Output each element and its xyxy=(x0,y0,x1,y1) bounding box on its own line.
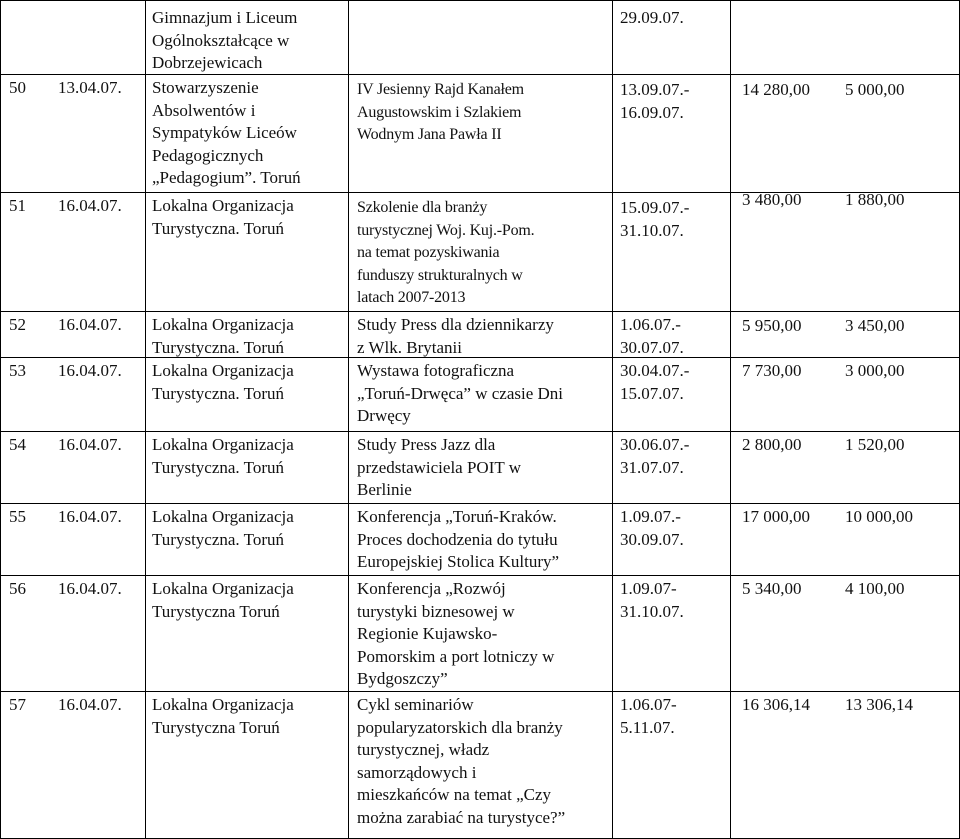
grant-amount-cell: 3 000,00 xyxy=(845,361,905,380)
table-rule-57 xyxy=(0,691,960,692)
total-cost-cell: 16 306,14 xyxy=(742,695,810,714)
grant-amount-cell: 1 520,00 xyxy=(845,435,905,454)
org-cell: Lokalna Organizacja Turystyczna. Toruń xyxy=(152,196,294,238)
grant-amount-cell: 1 880,00 xyxy=(845,190,905,209)
submission-date-cell: 13.04.07. xyxy=(58,78,122,97)
row-number-cell: 52 xyxy=(9,315,26,334)
table-rule-54 xyxy=(0,431,960,432)
org-cell: Lokalna Organizacja Turystyczna. Toruń xyxy=(152,435,294,477)
task-cell: Konferencja „Toruń-Kraków. Proces dochodzenia do tytułu Europejskiej Stolica Kultury” xyxy=(357,507,560,571)
table-rule-52 xyxy=(0,311,960,312)
date-range-cell: 1.09.07.- 30.09.07. xyxy=(620,507,684,549)
row-number-cell: 50 xyxy=(9,78,26,97)
task-cell: Study Press Jazz dla przedstawiciela POIT w Berlinie xyxy=(357,435,521,499)
task-cell: Szkolenie dla branży turystycznej Woj. Kuj.-Pom. na temat pozyskiwania funduszy strukturalnych w latach 2007-2013 xyxy=(357,199,535,306)
date-range-cell: 15.09.07.- 31.10.07. xyxy=(620,198,690,240)
date-range-cell: 29.09.07. xyxy=(620,8,684,27)
table-col-line-2 xyxy=(348,0,349,839)
submission-date-cell: 16.04.07. xyxy=(58,196,122,215)
total-cost-cell: 14 280,00 xyxy=(742,80,810,99)
submission-date-cell: 16.04.07. xyxy=(58,507,122,526)
task-cell: Study Press dla dziennikarzy z Wlk. Brytanii xyxy=(357,315,554,357)
submission-date-cell: 16.04.07. xyxy=(58,315,122,334)
submission-date-cell: 16.04.07. xyxy=(58,579,122,598)
org-cell: Lokalna Organizacja Turystyczna. Toruń xyxy=(152,507,294,549)
table-rule-50 xyxy=(0,74,960,75)
grant-amount-cell: 10 000,00 xyxy=(845,507,913,526)
grant-amount-cell: 3 450,00 xyxy=(845,316,905,335)
table-col-line-1 xyxy=(145,0,146,839)
date-range-cell: 13.09.07.- 16.09.07. xyxy=(620,80,690,122)
submission-date-cell: 16.04.07. xyxy=(58,361,122,380)
total-cost-cell: 17 000,00 xyxy=(742,507,810,526)
org-cell: Lokalna Organizacja Turystyczna Toruń xyxy=(152,579,294,621)
table-rule-55 xyxy=(0,503,960,504)
row-number-cell: 56 xyxy=(9,579,26,598)
grant-amount-cell: 5 000,00 xyxy=(845,80,905,99)
date-range-cell: 1.06.07.- 30.07.07. xyxy=(620,315,684,357)
task-cell: Konferencja „Rozwój turystyki biznesowej w Regionie Kujawsko- Pomorskim a port lotniczy w Bydgoszczy” xyxy=(357,579,555,688)
grant-amount-cell: 4 100,00 xyxy=(845,579,905,598)
submission-date-cell: 16.04.07. xyxy=(58,435,122,454)
task-cell: Wystawa fotograficzna „Toruń-Drwęca” w czasie Dni Drwęcy xyxy=(357,361,564,425)
total-cost-cell: 3 480,00 xyxy=(742,190,802,209)
table-col-line-0 xyxy=(0,0,1,839)
org-cell: Gimnazjum i Liceum Ogólnokształcące w Dobrzejewicach xyxy=(152,8,298,72)
org-cell: Stowarzyszenie Absolwentów i Sympatyków Liceów Pedagogicznych „Pedagogium”. Toruń xyxy=(152,78,301,187)
row-number-cell: 53 xyxy=(9,361,26,380)
date-range-cell: 1.09.07- 31.10.07. xyxy=(620,579,684,621)
date-range-cell: 30.04.07.- 15.07.07. xyxy=(620,361,690,403)
row-number-cell: 54 xyxy=(9,435,26,454)
total-cost-cell: 2 800,00 xyxy=(742,435,802,454)
org-cell: Lokalna Organizacja Turystyczna Toruń xyxy=(152,695,294,737)
task-cell: Cykl seminariów popularyzatorskich dla branży turystycznej, władz samorządowych i mieszkańców na temat „Czy można zarabiać na turystyce?” xyxy=(357,695,566,827)
total-cost-cell: 7 730,00 xyxy=(742,361,802,380)
row-number-cell: 55 xyxy=(9,507,26,526)
total-cost-cell: 5 950,00 xyxy=(742,316,802,335)
date-range-cell: 30.06.07.- 31.07.07. xyxy=(620,435,690,477)
row-number-cell: 51 xyxy=(9,196,26,215)
row-number-cell: 57 xyxy=(9,695,26,714)
grant-amount-cell: 13 306,14 xyxy=(845,695,913,714)
table-rule-51 xyxy=(0,192,960,193)
total-cost-cell: 5 340,00 xyxy=(742,579,802,598)
date-range-cell: 1.06.07- 5.11.07. xyxy=(620,695,677,737)
table-col-line-4 xyxy=(730,0,731,839)
table-col-line-3 xyxy=(612,0,613,839)
org-cell: Lokalna Organizacja Turystyczna. Toruń xyxy=(152,315,294,357)
table-rule-56 xyxy=(0,575,960,576)
table-rule-top xyxy=(0,0,960,1)
org-cell: Lokalna Organizacja Turystyczna. Toruń xyxy=(152,361,294,403)
task-cell: IV Jesienny Rajd Kanałem Augustowskim i Szlakiem Wodnym Jana Pawła II xyxy=(357,81,524,143)
submission-date-cell: 16.04.07. xyxy=(58,695,122,714)
